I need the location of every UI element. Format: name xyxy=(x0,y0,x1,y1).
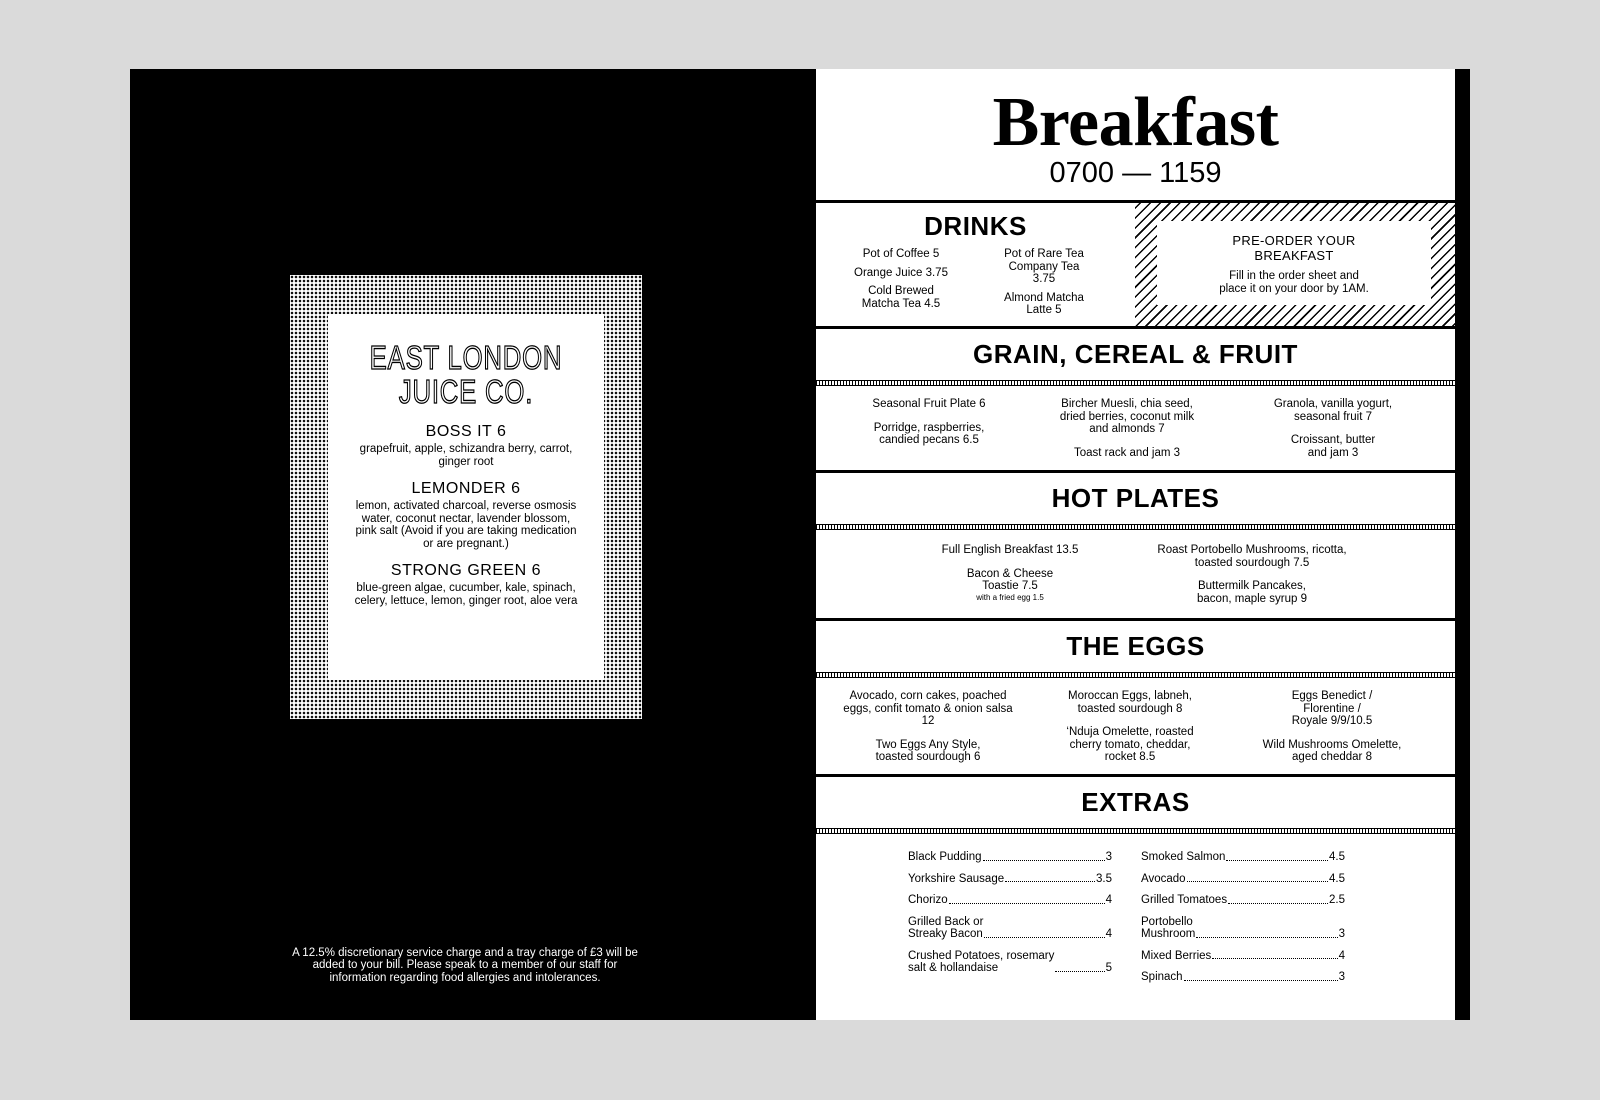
extras-item-price: 3 xyxy=(1338,971,1345,983)
extras-item xyxy=(908,950,1112,975)
extras-item xyxy=(1141,971,1345,984)
section-heading: GRAIN, CEREAL & FRUIT xyxy=(973,339,1298,369)
dot-leader xyxy=(983,860,1105,861)
juice-name: LEMONDER 6 xyxy=(411,480,521,497)
extras-item xyxy=(1141,894,1345,907)
extras-item xyxy=(908,851,1112,864)
menu-item: Wild Mushrooms Omelette, aged cheddar 8 xyxy=(1262,738,1402,763)
drinks-panel xyxy=(816,203,1135,326)
preorder-panel xyxy=(1135,203,1455,326)
menu-item: Pot of Coffee 5 xyxy=(862,248,940,260)
extras-item-price: 4.5 xyxy=(1329,872,1345,885)
menu-item: ‘Nduja Omelette, roasted cherry tomato, cheddar, rocket 8.5 xyxy=(1066,726,1194,763)
menu-item: Pot of Rare Tea Company Tea 3.75 xyxy=(1004,248,1084,285)
dot-leader xyxy=(1212,958,1337,959)
juice-card xyxy=(328,314,604,680)
preorder-heading: PRE-ORDER YOUR BREAKFAST xyxy=(1232,233,1356,263)
dot-leader xyxy=(1196,937,1337,938)
juice-item xyxy=(328,480,604,550)
page-title: Breakfast xyxy=(992,84,1279,161)
service-charge-note: A 12.5% discretionary service charge and a tray charge of £3 will be added to your bill. Please speak to a member of our staff for information regarding food allergies and intolerances. xyxy=(292,947,638,984)
menu-item: Full English Breakfast 13.5 xyxy=(941,544,1079,556)
eggs-section xyxy=(816,621,1455,777)
extras-item-name: Smoked Salmon xyxy=(1141,851,1226,863)
juice-name: STRONG GREEN 6 xyxy=(390,562,542,579)
drinks-column xyxy=(974,248,1114,323)
dot-leader xyxy=(949,903,1105,904)
dot-leader xyxy=(1005,881,1095,882)
extras-item xyxy=(908,916,1112,941)
section-heading: EXTRAS xyxy=(1081,787,1190,817)
juice-name: BOSS IT 6 xyxy=(425,423,507,440)
extras-item-name: Crushed Potatoes, rosemary salt & hollandaise xyxy=(908,949,1055,974)
menu-item: Two Eggs Any Style, toasted sourdough 6 xyxy=(875,738,981,763)
extras-item-price: 5 xyxy=(1105,962,1112,974)
extras-item-price: 4 xyxy=(1105,894,1112,906)
dot-leader xyxy=(984,937,1104,938)
menu-item-note: with a fried egg 1.5 xyxy=(976,592,1044,602)
dot-leader xyxy=(1228,903,1328,904)
extras-item-price: 2.5 xyxy=(1329,894,1345,906)
menu-item: Seasonal Fruit Plate 6 xyxy=(872,398,986,410)
extras-column xyxy=(908,851,1112,984)
extras-item-name: Black Pudding xyxy=(908,851,982,863)
juice-item xyxy=(328,423,604,468)
section-rule xyxy=(816,672,1455,678)
drinks-column xyxy=(831,248,971,316)
extras-item-price: 3.5 xyxy=(1096,872,1112,885)
menu-column xyxy=(1050,690,1210,775)
menu-item: Buttermilk Pancakes, bacon, maple syrup 9 xyxy=(1197,580,1307,605)
preorder-text: Fill in the order sheet and place it on your door by 1AM. xyxy=(1219,270,1369,295)
extras-item xyxy=(1141,950,1345,963)
dot-leader xyxy=(1226,860,1328,861)
drinks-section xyxy=(816,203,1455,329)
menu-column xyxy=(842,690,1014,775)
section-rule xyxy=(816,828,1455,834)
dot-leader xyxy=(1055,971,1104,972)
juice-desc: lemon, activated charcoal, reverse osmosis water, coconut nectar, lavender blossom, pink salt (Avoid if you are taking medication or are pregnant.) xyxy=(355,500,577,550)
juice-desc: grapefruit, apple, schizandra berry, carrot, ginger root xyxy=(359,443,573,468)
extras-item xyxy=(1141,851,1345,864)
extras-item-price: 4 xyxy=(1105,928,1112,940)
section-heading: DRINKS xyxy=(924,211,1027,241)
brand-line-1: EAST LONDON xyxy=(369,339,563,376)
menu-item: Bacon & Cheese Toastie 7.5 xyxy=(966,567,1054,592)
extras-item-price: 3 xyxy=(1338,928,1345,940)
extras-item xyxy=(908,894,1112,907)
section-rule xyxy=(816,380,1455,386)
extras-item-name: Yorkshire Sausage xyxy=(908,872,1005,885)
menu-column xyxy=(1246,690,1418,775)
extras-item-name: Grilled Tomatoes xyxy=(1141,894,1228,906)
menu-item: Moroccan Eggs, labneh, toasted sourdough 8 xyxy=(1067,690,1193,715)
menu-item: Avocado, corn cakes, poached eggs, confit tomato & onion salsa 12 xyxy=(843,690,1013,727)
serving-hours: 0700 — 1159 xyxy=(1049,157,1222,189)
juice-brand-logo xyxy=(358,341,573,409)
menu-column xyxy=(926,544,1094,603)
dot-leader xyxy=(1187,881,1328,882)
menu-item: Bircher Muesli, chia seed, dried berries, coconut milk and almonds 7 xyxy=(1059,398,1195,435)
preorder-box xyxy=(1157,221,1431,305)
extras-item xyxy=(1141,873,1345,886)
extras-item-price: 4.5 xyxy=(1329,851,1345,863)
menu-item: Almond Matcha Latte 5 xyxy=(1004,291,1084,316)
section-rule xyxy=(816,524,1455,530)
section-heading: HOT PLATES xyxy=(1051,483,1220,513)
left-page xyxy=(130,69,816,1020)
extras-item-name: Avocado xyxy=(1141,872,1186,885)
menu-item: Granola, vanilla yogurt, seasonal fruit 7 xyxy=(1273,398,1393,423)
extras-item xyxy=(1141,916,1345,941)
extras-column xyxy=(1141,851,1345,993)
right-page xyxy=(816,69,1470,1020)
menu-column xyxy=(1258,398,1408,470)
grain-section xyxy=(816,329,1455,473)
extras-item-name: Grilled Back or Streaky Bacon xyxy=(908,915,984,940)
brand-line-2: JUICE CO. xyxy=(398,373,534,410)
menu-item: Roast Portobello Mushrooms, ricotta, toasted sourdough 7.5 xyxy=(1157,544,1347,569)
juice-desc: blue-green algae, cucumber, kale, spinach, celery, lettuce, lemon, ginger root, aloe vera xyxy=(354,582,578,607)
dot-leader xyxy=(1184,980,1338,981)
menu-item: Porridge, raspberries, candied pecans 6.5 xyxy=(873,421,985,446)
extras-item-name: Chorizo xyxy=(908,894,948,906)
hot-plates-section xyxy=(816,473,1455,621)
menu-column xyxy=(1052,398,1202,470)
menu-item: Cold Brewed Matcha Tea 4.5 xyxy=(861,285,941,310)
extras-item-name: Portobello Mushroom xyxy=(1141,915,1196,940)
menu-item: Toast rack and jam 3 xyxy=(1073,446,1181,459)
page-edge-bar xyxy=(1455,69,1470,1020)
extras-item-name: Spinach xyxy=(1141,971,1183,983)
menu-column xyxy=(854,398,1004,458)
extras-item-price: 3 xyxy=(1105,851,1112,863)
menu-item: Eggs Benedict / Florentine / Royale 9/9/10.5 xyxy=(1291,690,1373,727)
juice-item xyxy=(328,562,604,607)
menu-header xyxy=(816,69,1455,203)
extras-item xyxy=(908,873,1112,886)
menu-item: Croissant, butter and jam 3 xyxy=(1290,434,1376,459)
extras-item-name: Mixed Berries xyxy=(1141,949,1212,962)
menu-item: Orange Juice 3.75 xyxy=(854,266,948,279)
juice-card-frame xyxy=(290,275,642,719)
section-heading: THE EGGS xyxy=(1066,631,1205,661)
extras-item-price: 4 xyxy=(1338,949,1345,962)
menu-column xyxy=(1152,544,1352,616)
menu-spread xyxy=(130,69,1470,1020)
extras-section xyxy=(816,777,1455,1020)
